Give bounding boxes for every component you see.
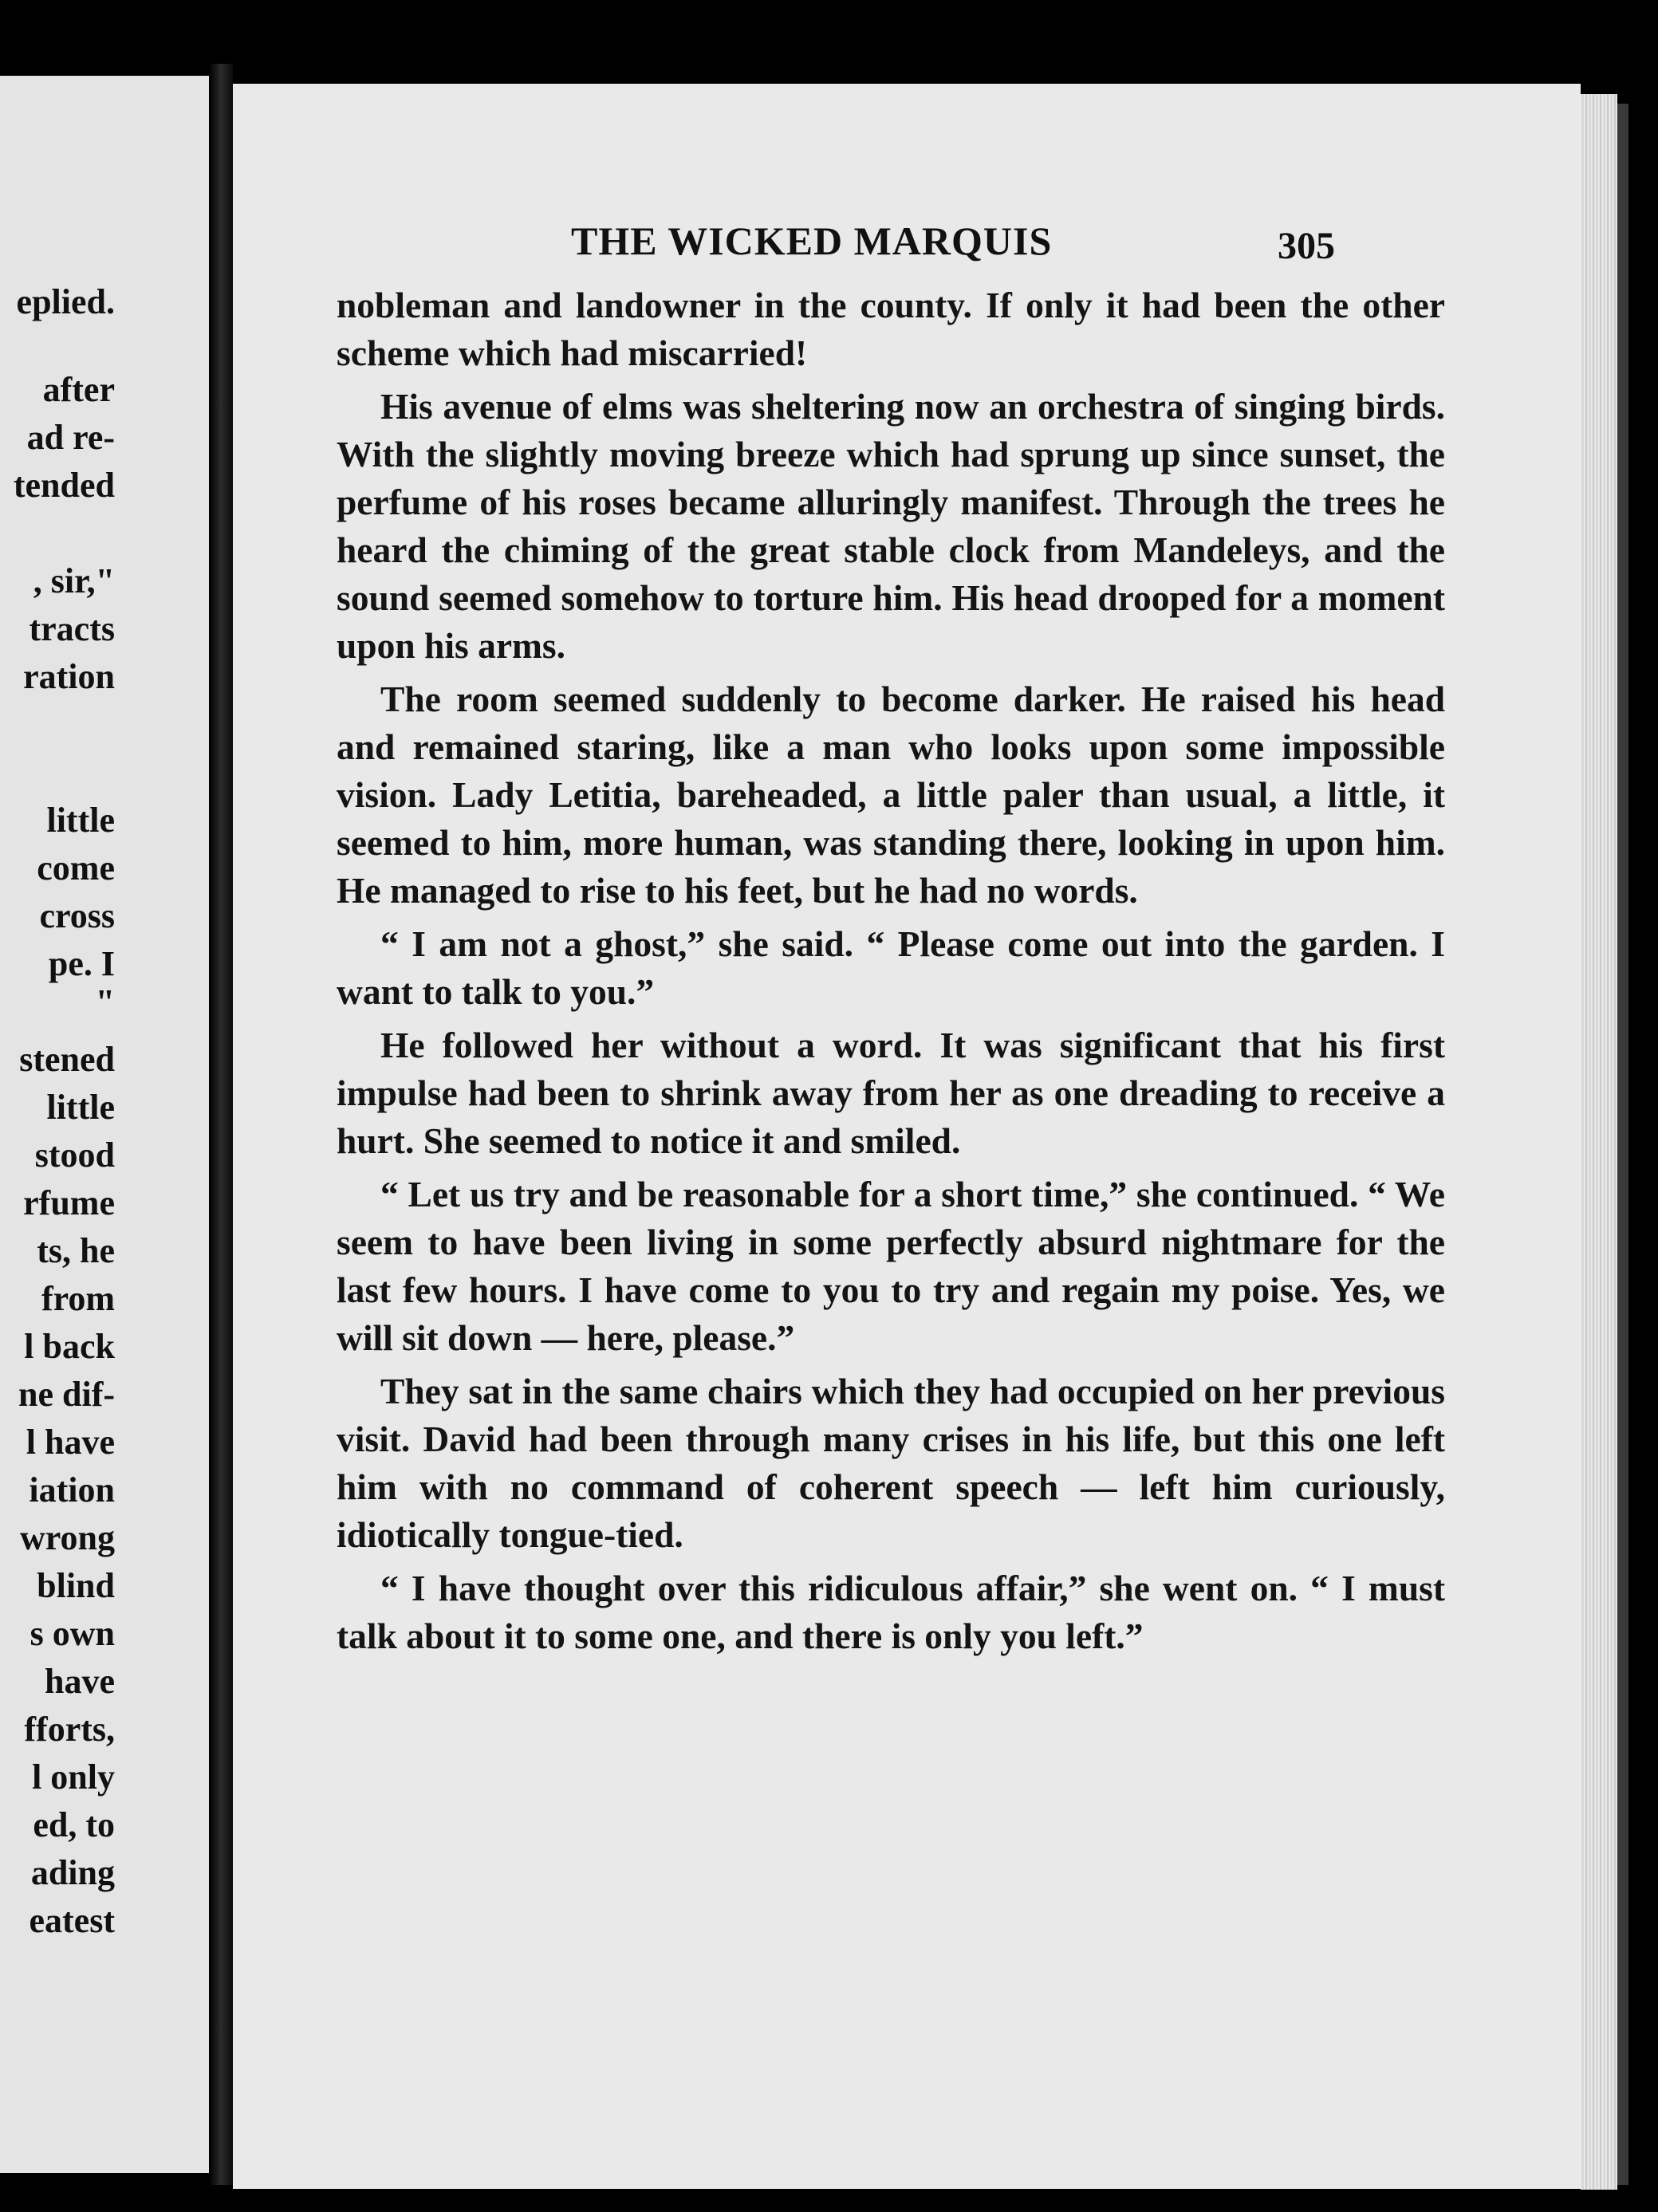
paragraph: “ I am not a ghost,” she said. “ Please come out into the garden. I want to talk to you.” (337, 923, 1445, 1012)
page-number: 305 (1278, 225, 1335, 267)
left-fragment: ts, he (37, 1231, 115, 1270)
left-fragment: little (46, 801, 115, 840)
left-fragment: eplied. (16, 282, 115, 321)
left-fragment: tracts (29, 609, 115, 648)
paragraph: The room seemed suddenly to become darker. He raised his head and remained staring, like a man who looks upon some impossible vision. Lady Letitia, bareheaded, a little paler than usual, a little, it seemed to him, more human, was standing there, looking in upon him. He managed to rise to his feet, but he had no words. (337, 679, 1445, 911)
book-gutter (209, 64, 233, 2185)
left-fragment: little (46, 1088, 115, 1127)
left-fragment: , sir," (33, 561, 115, 600)
page-body (337, 281, 1445, 1666)
left-fragment: ne dif- (18, 1375, 115, 1414)
left-fragment: after (42, 370, 115, 409)
left-fragment: have (45, 1662, 115, 1701)
paragraph: They sat in the same chairs which they had occupied on her previous visit. David had been through many crises in his life, but this one left him with no command of coherent speech — left him curiously, idiotically tongue-tied. (337, 1371, 1445, 1555)
paragraph: His avenue of elms was sheltering now an orchestra of singing birds. With the slightly moving breeze which had sprung up since sunset, the perfume of his roses became alluringly manifest. Through the trees he heard the chiming of the great stable clock from Mandeleys, and the sound seemed somehow to torture him. His head drooped for a moment upon his arms. (337, 386, 1445, 666)
paragraph: He followed her without a word. It was significant that his first impulse had been to shrink away from her as one dreading to receive a hurt. She seemed to notice it and smiled. (337, 1025, 1445, 1161)
left-fragment: come (37, 848, 115, 888)
paragraph: nobleman and landowner in the county. If only it had been the other scheme which had miscarried! (337, 285, 1445, 373)
left-fragment: iation (29, 1470, 115, 1509)
left-fragment: " (95, 982, 115, 1021)
paragraph: “ I have thought over this ridiculous affair,” she went on. “ I must talk about it to some one, and there is only you left.” (337, 1568, 1445, 1656)
left-fragment: stood (34, 1136, 115, 1175)
left-fragment: s own (30, 1614, 115, 1653)
left-fragment: tended (13, 466, 115, 505)
left-fragment: l have (26, 1423, 115, 1462)
paragraph: “ Let us try and be reasonable for a short time,” she continued. “ We seem to have been living in some perfectly absurd nightmare for the last few hours. I have come to you to try and regain my poise. Yes, we will sit down — here, please.” (337, 1174, 1445, 1358)
left-fragment: pe. I (48, 944, 115, 983)
current-page (233, 84, 1581, 2189)
left-fragment: ading (30, 1853, 115, 1892)
left-fragment: ration (23, 657, 115, 696)
left-fragment: cross (39, 896, 115, 935)
left-fragment: ad re- (26, 418, 115, 457)
left-fragment: wrong (20, 1518, 115, 1557)
left-fragment: rfume (23, 1183, 115, 1222)
left-fragment: stened (19, 1040, 115, 1079)
page-edges (1581, 94, 1617, 2190)
previous-page-fragment (0, 76, 217, 2173)
cover-edge (1617, 104, 1628, 2185)
left-fragment: ed, to (33, 1805, 115, 1844)
left-fragment: l only (32, 1757, 115, 1797)
left-fragment: eatest (29, 1901, 115, 1940)
left-fragment: from (41, 1279, 115, 1318)
running-head: THE WICKED MARQUIS (571, 218, 1053, 263)
left-fragment: fforts, (24, 1710, 115, 1749)
left-fragment: blind (37, 1566, 115, 1605)
left-fragment: l back (24, 1327, 115, 1366)
